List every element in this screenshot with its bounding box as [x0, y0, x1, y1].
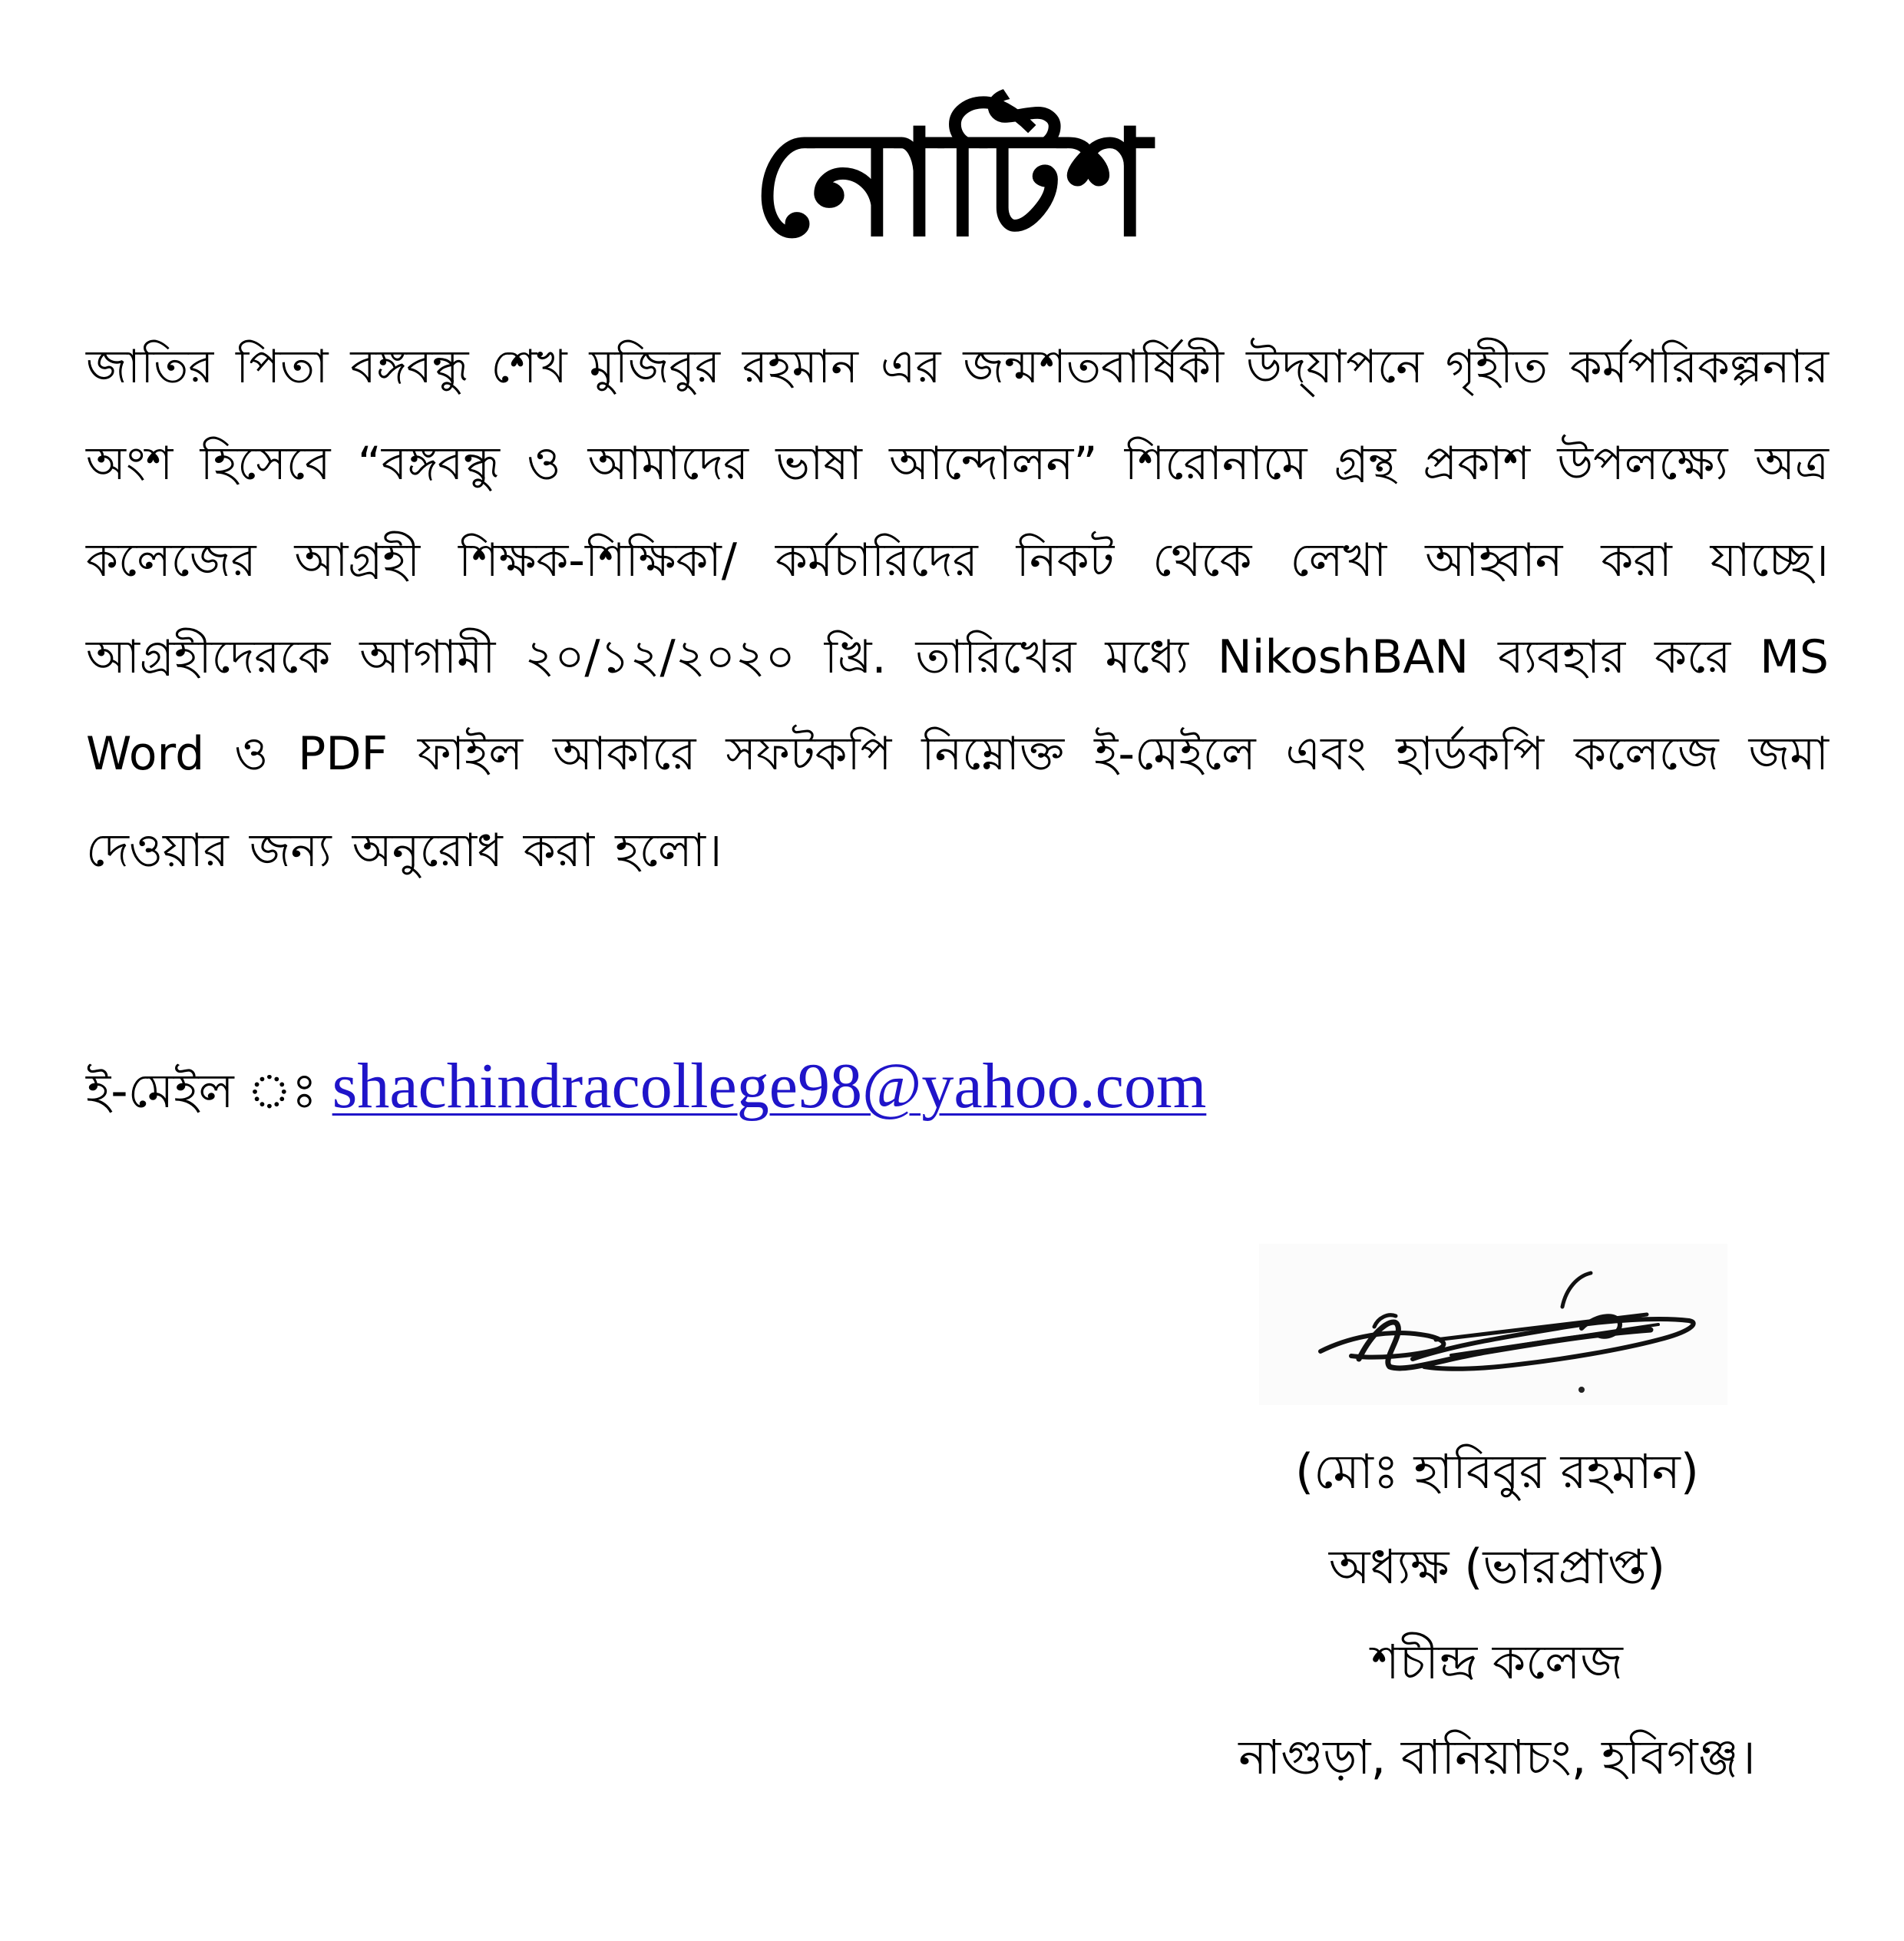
signature-scribble — [1259, 1244, 1727, 1405]
signature-image — [1259, 1244, 1727, 1405]
email-line — [86, 1044, 1621, 1133]
signatory-address: নাগুড়া, বানিয়াচং, হবিগঞ্জ। — [1238, 1729, 1756, 1785]
signatory-block — [1182, 1424, 1812, 1805]
email-label: ই-মেইল ঃ — [86, 1063, 317, 1119]
notice-title: নোটিশ — [752, 99, 1152, 269]
signatory-designation: অধ্যক্ষ (ভারপ্রাপ্ত) — [1328, 1539, 1666, 1595]
email-link[interactable]: shachindracollege98@yahoo.com — [332, 1050, 1207, 1122]
signatory-name: (মোঃ হাবিবুর রহমান) — [1295, 1443, 1699, 1500]
notice-body: জাতির পিতা বঙ্গবন্ধু শেখ মুজিবুর রহমান এর জন্মশতবার্ষিকী উদ্‌যাপনে গৃহীত কর্মপরিকল্পনার অংশ হিসেবে “বঙ্গবন্ধু ও আমাদের ভাষা আন্দোলন” শিরোনামে গ্রন্থ প্রকাশ উপলক্ষ্যে অত্র কলেজের আগ্রহী শিক্ষক-শিক্ষিকা/ কর্মচারিদের নিকট থেকে লেখা আহ্বান করা যাচ্ছে। আগ্রহীদেরকে আগামী ২০/১২/২০২০ খ্রি. তারিখের মধ্যে NikoshBAN ব্যবহার করে MS Word ও PDF ফাইল আকারে সফটকপি নিম্নোক্ত ই-মেইলে এবং হার্ডকপি কলেজে জমা দেওয়ার জন্য অনুরোধ করা হলো। — [86, 340, 1829, 878]
signatory-institution: শচীন্দ্র কলেজ — [1371, 1634, 1623, 1690]
